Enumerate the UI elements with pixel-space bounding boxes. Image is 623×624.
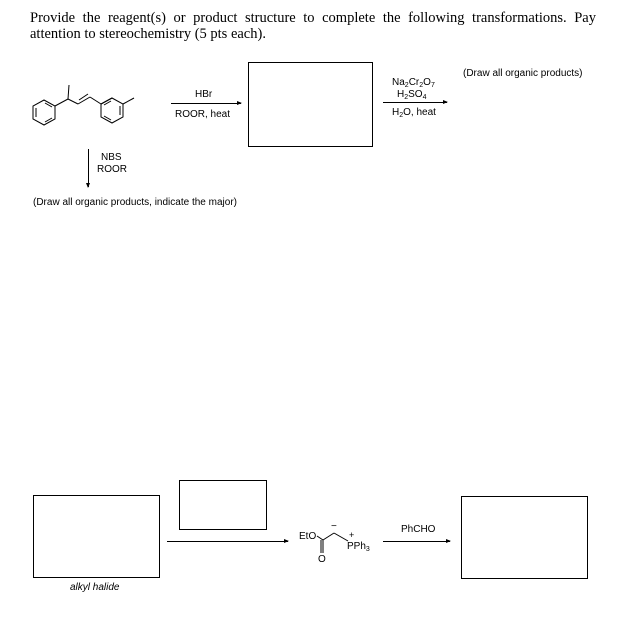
carbonyl-o-text: O (318, 554, 326, 565)
oxidant-line2: $H_2SO_4$ (397, 89, 427, 101)
carbanion-minus: − (331, 521, 337, 532)
phosphonium-plus: + (349, 530, 355, 540)
alkyl-halide-label: alkyl halide (70, 582, 120, 593)
reaction1-arrow (171, 103, 241, 104)
hbr-reagent-label: HBr (195, 89, 213, 100)
oxidant-line3: $H_2O$, heat (392, 107, 436, 119)
reaction2-note: (Draw all organic products, indicate the major) (33, 197, 237, 208)
ylide-structure (296, 520, 376, 566)
reagent-box[interactable] (179, 480, 267, 530)
oxidant-line1: $Na_2Cr_2O_7$ (392, 77, 435, 89)
nbs-arrow (88, 149, 89, 187)
starting-material-structure (30, 72, 170, 132)
roor-heat-label: ROOR, heat (175, 109, 231, 120)
phcho-label: PhCHO (401, 524, 436, 535)
instructions: Provide the reagent(s) or product structure to complete the following transformations. Pay attention to stereochemistry (5 pts each). (30, 10, 596, 42)
reaction3-arrow-2 (383, 541, 450, 542)
reaction1-note: (Draw all organic products) (463, 68, 583, 79)
alkyl-halide-box[interactable] (33, 495, 160, 578)
nbs-label: NBS (101, 152, 122, 163)
final-product-box[interactable] (461, 496, 588, 579)
eto-text: EtO (299, 531, 317, 542)
pph3-text: PPh$_3$ (347, 541, 370, 553)
reaction3-arrow-1 (167, 541, 288, 542)
roor-label: ROOR (97, 164, 127, 175)
oxidation-arrow (383, 102, 447, 103)
product-box-1[interactable] (248, 62, 373, 147)
